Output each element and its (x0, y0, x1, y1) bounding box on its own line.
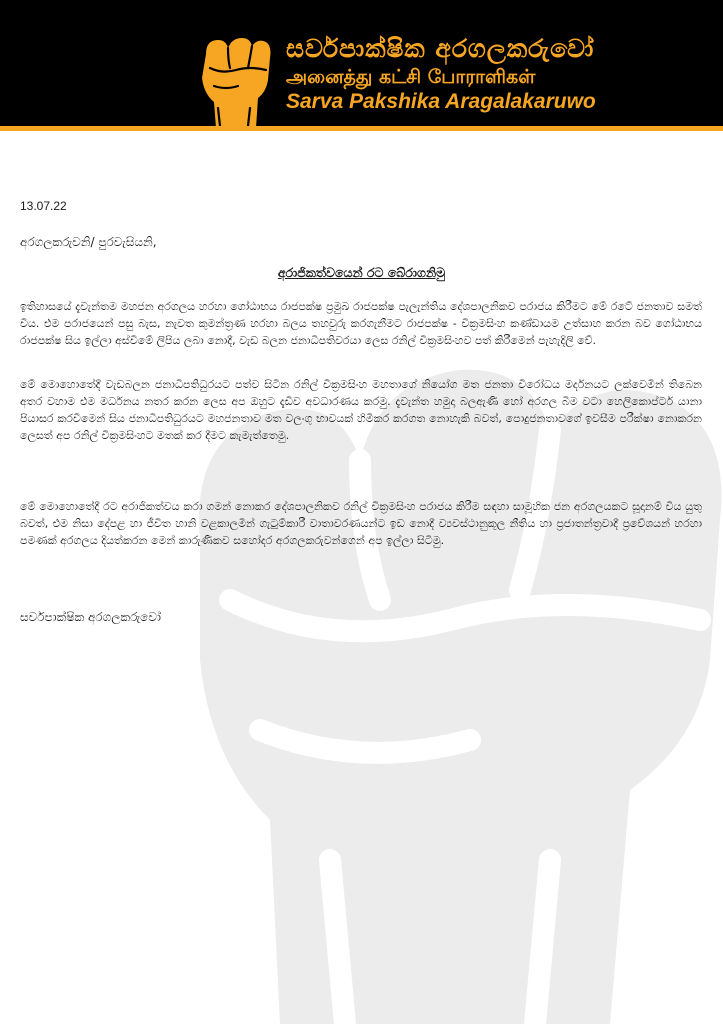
org-title-tamil: அனைத்து கட்சி போராளிகள் (286, 66, 536, 88)
header-bar (0, 0, 723, 126)
paragraph-2: මේ මොහොතේදී වැඩබලන ජනාධිපතිධුරයට පත්ව සිටින රනිල් වික්‍රමසිංහ මහතාගේ නියෝග මත ජනතා විරෝධය මර්දනයට ලක්වෙමින් තිබෙන අතර වහාම එම මර්ධනය නතර කරන ලෙස අප ඔහුට දැඩිව අවධාරණය කරමු. දැවැන්ත හමුදා බලඇණි හෝ අරගල බිම වටා හෙලිකොප්ටර් යානා පියාසර කරවීමෙන් සිය ජනාධිපතිධුරයට මහජනතාව මත වලංගු භාවයක් හිමිකර කරගත නොහැකි බවත්, පොදුජනතාවගේ ඉවසීම පරීක්ෂා නොකරන ලෙසත් අප රනිල් වික්‍රමසිංහට මතක් කර දීමට කැමැත්තෙමු. (20, 378, 702, 442)
letter-heading: අරාජිකත්වයෙන් රට බේරාගනිමු (277, 265, 446, 280)
letter-date: 13.07.22 (20, 199, 67, 213)
raised-fist-icon (192, 28, 280, 128)
letter-salutation: අරගලකරුවනි/ පුරවැසියනි, (20, 235, 157, 249)
org-title-english: Sarva Pakshika Aragalakaruwo (286, 90, 596, 113)
header-accent-stripe (0, 126, 723, 131)
paragraph-3: මේ මොහොතේදී රට අරාජිකත්වය කරා ගමන් නොකර දේශපාලනිකව රනිල් වික්‍රමසිංහ පරාජය කිරීම සඳහා සාමූහික ජන අරගලයකට සූදානම් විය යුතු බවත්, එම නිසා දේපළ හා ජීවිත හානි වළකාලමින් ගැටුම්කාරී වාතාවරණයන්ට ඉඩ නොදී ව්‍යවස්ථානුකූල නීතිය හා ප්‍රජාතන්ත්‍රවාදී ප්‍රවේශයන් හරහා පමණක් අරගලය දියත්කරන මෙන් කාරුණිකව සහෝදර අරගලකරුවන්ගෙන් අප ඉල්ලා සිටිමු. (20, 500, 702, 547)
org-title-sinhala: සර්වපාක්ෂික අරගලකරුවෝ (286, 34, 595, 63)
paragraph-1: ඉතිහාසයේ දැවැන්තම මහජන අරගලය හරහා ගෝඨාභය රාජපක්ෂ ප්‍රමුඛ රාජපක්ෂ පැලැන්තිය දේශපාලනිකව පරාජය කිරීමට මේ රටේ ජනතාව සමත් විය. එම පරාජයෙන් පසු බැස, නැවත කුමන්ත්‍රණ හරහා බලය තහවුරු කරගැනීමට රාජපක්ෂ - වික්‍රමසිංහ කණ්ඩායම උත්සාහ කරන බව ගෝඨාභය රාජපක්ෂ සිය ඉල්ලා අස්වීමේ ලිපිය ලබා නොදී, වැඩ බලන ජනාධිපතිවරයා ලෙස රනිල් වික්‍රමසිංහව පත් කිරීමෙන් පැහැදිලි වේ. (20, 300, 702, 347)
letter-signature: සර්වපාක්ෂික අරගලකරුවෝ (20, 610, 161, 624)
